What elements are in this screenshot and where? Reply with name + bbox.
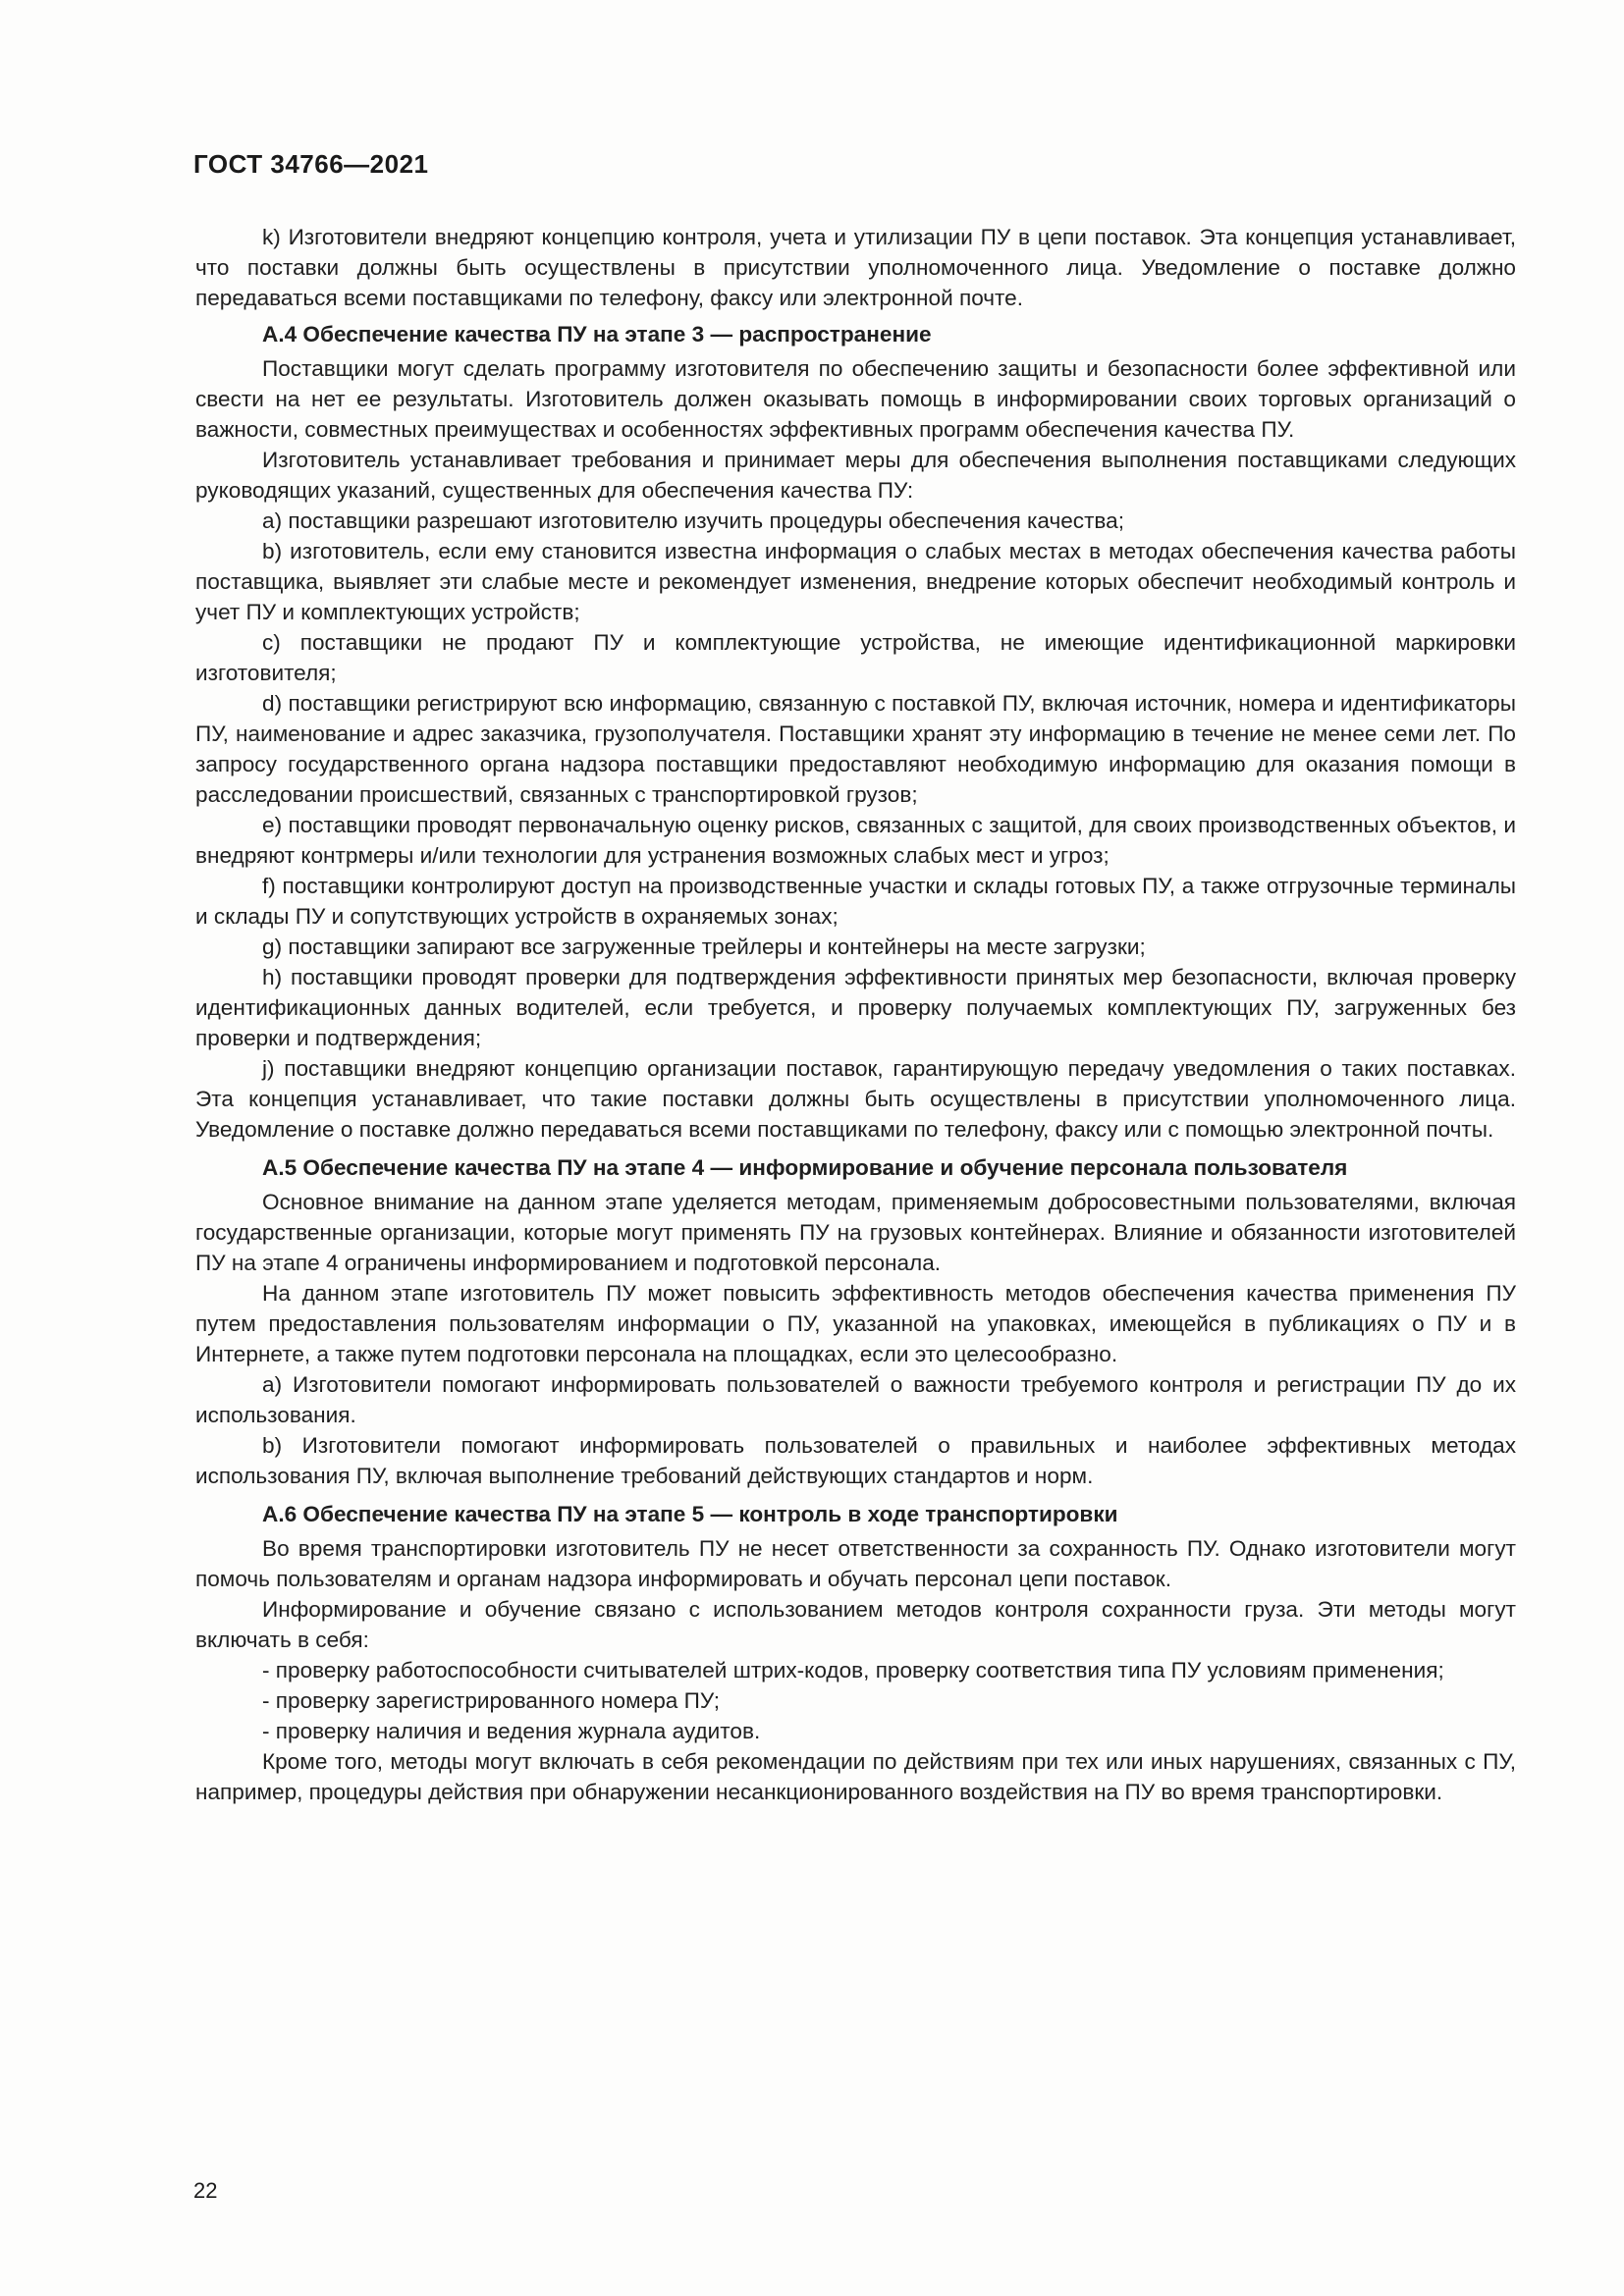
body-paragraph: - проверку работоспособности считывателей штрих-кодов, проверку соответствия типа ПУ условиям применения; <box>262 1658 1444 1682</box>
document-header: ГОСТ 34766—2021 <box>193 149 429 179</box>
body-paragraph: a) Изготовители помогают информировать пользователей о важности требуемого контроля и регистрации ПУ до их использования. <box>195 1372 1516 1427</box>
body-paragraph: h) поставщики проводят проверки для подтверждения эффективности принятых мер безопасности, включая проверку идентификационных данных водителей, если требуется, и проверку получаемых комплектующих ПУ, загруженных без проверки и подтверждения; <box>195 965 1516 1050</box>
body-paragraph: Во время транспортировки изготовитель ПУ не несет ответственности за сохранность ПУ. Однако изготовители могут помочь пользователям и органам надзора информировать и обучать персонал цепи поставок. <box>195 1536 1516 1591</box>
body-paragraph: - проверку зарегистрированного номера ПУ; <box>262 1688 720 1713</box>
body-paragraph: a) поставщики разрешают изготовителю изучить процедуры обеспечения качества; <box>262 508 1125 533</box>
body-paragraph: b) Изготовители помогают информировать пользователей о правильных и наиболее эффективных методах использования ПУ, включая выполнение требований действующих стандартов и норм. <box>195 1433 1516 1488</box>
page-number: 22 <box>193 2178 218 2203</box>
document-body <box>195 222 1516 1807</box>
body-paragraph: Информирование и обучение связано с использованием методов контроля сохранности груза. Эти методы могут включать в себя: <box>195 1597 1516 1652</box>
body-paragraph: k) Изготовители внедряют концепцию контроля, учета и утилизации ПУ в цепи поставок. Эта концепция устанавливает, что поставки должны быть осуществлены в присутствии уполномоченного лица. Уведомление о поставке должно передаваться всеми поставщиками по телефону, факсу или электронной почте. <box>195 225 1516 310</box>
body-paragraph: b) изготовитель, если ему становится известна информация о слабых местах в методах обеспечения качества работы поставщика, выявляет эти слабые месте и рекомендует изменения, внедрение которых обеспечит необходимый контроль и учет ПУ и комплектующих устройств; <box>195 539 1516 624</box>
body-paragraph: Изготовитель устанавливает требования и принимает меры для обеспечения выполнения поставщиками следующих руководящих указаний, существенных для обеспечения качества ПУ: <box>195 448 1516 503</box>
body-paragraph: g) поставщики запирают все загруженные трейлеры и контейнеры на месте загрузки; <box>262 934 1146 959</box>
body-paragraph: Основное внимание на данном этапе уделяется методам, применяемым добросовестными пользователями, включая государственные организации, которые могут применять ПУ на грузовых контейнерах. Влияние и обязанности изготовителей ПУ на этапе 4 ограничены информированием и подготовкой персонала. <box>195 1190 1516 1275</box>
body-paragraph: - проверку наличия и ведения журнала аудитов. <box>262 1719 761 1743</box>
body-paragraph: j) поставщики внедряют концепцию организации поставок, гарантирующую передачу уведомления о таких поставках. Эта концепция устанавливает, что такие поставки должны быть осуществлены в присутствии уполномоченного лица. Уведомление о поставке должно передаваться всеми поставщиками по телефону, факсу или с помощью электронной почты. <box>195 1056 1516 1142</box>
body-paragraph: e) поставщики проводят первоначальную оценку рисков, связанных с защитой, для своих производственных объектов, и внедряют контрмеры и/или технологии для устранения возможных слабых мест и угроз; <box>195 813 1516 868</box>
section-heading: А.6 Обеспечение качества ПУ на этапе 5 — контроль в ходе транспортировки <box>262 1502 1118 1526</box>
body-paragraph: Кроме того, методы могут включать в себя рекомендации по действиям при тех или иных нарушениях, связанных с ПУ, например, процедуры действия при обнаружении несанкционированного воздействия на ПУ во время транспортировки. <box>195 1749 1516 1804</box>
section-heading: А.4 Обеспечение качества ПУ на этапе 3 — распространение <box>262 322 932 347</box>
section-heading: А.5 Обеспечение качества ПУ на этапе 4 — информирование и обучение персонала пользователя <box>262 1155 1348 1180</box>
body-paragraph: Поставщики могут сделать программу изготовителя по обеспечению защиты и безопасности более эффективной или свести на нет ее результаты. Изготовитель должен оказывать помощь в информировании своих торговых организаций о важности, совместных преимуществах и особенностях эффективных программ обеспечения качества ПУ. <box>195 356 1516 442</box>
body-paragraph: c) поставщики не продают ПУ и комплектующие устройства, не имеющие идентификационной маркировки изготовителя; <box>195 630 1516 685</box>
body-paragraph: На данном этапе изготовитель ПУ может повысить эффективность методов обеспечения качества применения ПУ путем предоставления пользователям информации о ПУ, указанной на упаковках, имеющейся в публикациях о ПУ и в Интернете, а также путем подготовки персонала на площадках, если это целесообразно. <box>195 1281 1516 1366</box>
body-paragraph: f) поставщики контролируют доступ на производственные участки и склады готовых ПУ, а также отгрузочные терминалы и склады ПУ и сопутствующих устройств в охраняемых зонах; <box>195 874 1516 929</box>
body-paragraph: d) поставщики регистрируют всю информацию, связанную с поставкой ПУ, включая источник, номера и идентификаторы ПУ, наименование и адрес заказчика, грузополучателя. Поставщики хранят эту информацию в течение не менее семи лет. По запросу государственного органа надзора поставщики предоставляют необходимую информацию для оказания помощи в расследовании происшествий, связанных с транспортировкой грузов; <box>195 691 1516 807</box>
